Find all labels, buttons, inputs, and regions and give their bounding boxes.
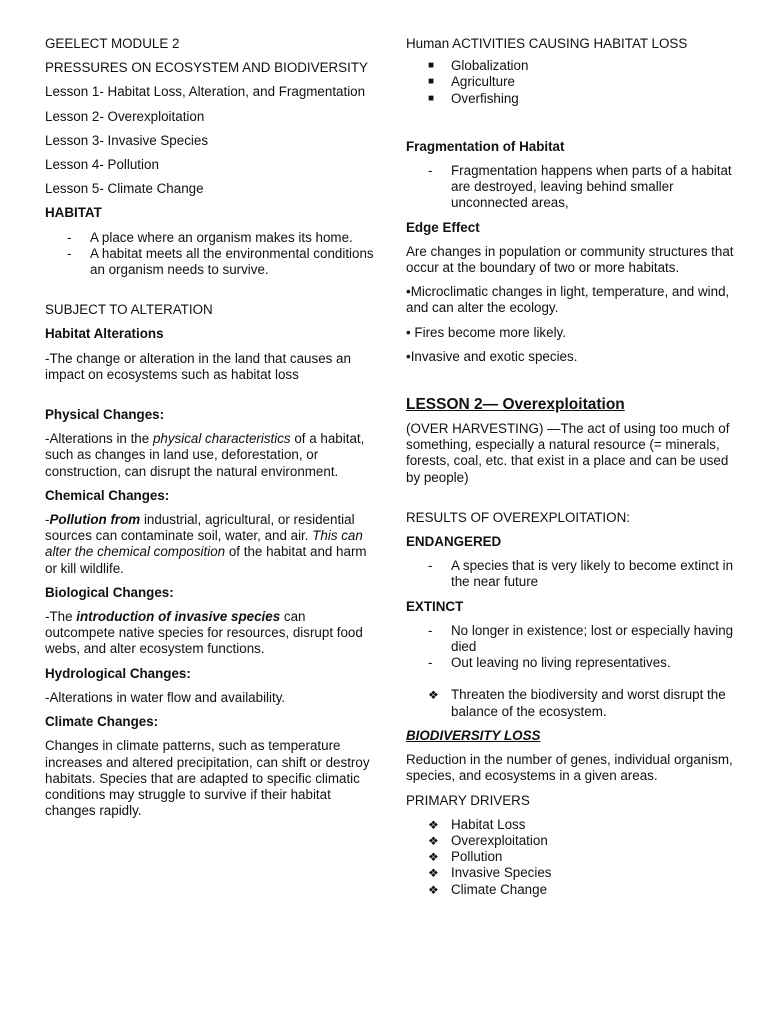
list-item: - No longer in existence; lost or especially having died [406,623,736,655]
diamond-bullet-icon: ❖ [428,850,439,865]
list-item-label: Agriculture [451,74,516,90]
list-item-label: Overexploitation [451,832,548,848]
lesson-2-heading: LESSON 2— Overexploitation [406,396,625,414]
text-run: can outcompete native species for resources, disrupt food webs, and alter ecosystem functions. [45,609,363,657]
habitat-alterations-heading: Habitat Alterations [45,326,164,342]
list-item: - A place where an organism makes its home. [45,230,375,246]
biological-changes-heading: Biological Changes: [45,584,174,600]
list-item: - Fragmentation happens when parts of a habitat are destroyed, leaving behind smaller unconnected areas, [406,163,736,212]
diamond-bullet-icon: ❖ [428,688,439,703]
list-item-label: Overfishing [451,90,519,106]
square-bullet-icon: ■ [428,76,435,88]
edge-point: • Fires become more likely. [406,324,566,340]
text-run: of a habitat, such as changes in land use, deforestation, or construction, can disrupt the natural environment. [45,431,365,479]
square-bullet-icon: ■ [428,60,435,72]
results-heading: RESULTS OF OVEREXPLOITATION: [406,509,630,525]
list-item-label: Globalization [451,58,529,74]
overharvesting-text: (OVER HARVESTING) —The act of using too much of something, especially a natural resource (= minerals, forests, coal, etc. that exist in a place and can be used by people) [406,421,730,485]
chemical-changes-text [45,512,375,577]
edge-effect-heading: Edge Effect [406,219,480,235]
primary-drivers-list [406,817,736,898]
text-run: industrial, agricultural, or residential sources can contaminate soil, water, and air. [45,512,355,544]
lesson-4: Lesson 4- Pollution [45,157,159,173]
right-column [406,36,736,898]
lesson-1: Lesson 1- Habitat Loss, Alteration, and Fragmentation [45,84,366,100]
module-title: GEELECT MODULE 2 [45,36,180,51]
human-activities-heading: Human ACTIVITIES CAUSING HABITAT LOSS [406,36,688,51]
list-item: - A habitat meets all the environmental conditions an organism needs to survive. [45,246,375,278]
diamond-bullet-icon: ❖ [428,833,439,848]
list-item-label: Invasive Species [451,865,552,881]
habitat-list [45,230,375,279]
text-run: -The [45,609,77,625]
chemical-changes-heading: Chemical Changes: [45,487,170,503]
biological-changes-text [45,609,375,658]
lesson-3: Lesson 3- Invasive Species [45,132,209,148]
list-item: - A species that is very likely to become extinct in the near future [406,558,736,590]
habitat-alterations-text: -The change or alteration in the land that causes an impact on ecosystems such as habitat loss [45,350,351,382]
edge-point: •Invasive and exotic species. [406,348,578,364]
list-item-label: Pollution [451,849,503,865]
physical-changes-text [45,431,375,480]
list-item [406,91,736,107]
left-column [45,36,375,827]
list-item-label: Climate Change [451,881,548,897]
diamond-bullet-icon: ❖ [428,866,439,881]
endangered-heading: ENDANGERED [406,534,502,550]
fragmentation-heading: Fragmentation of Habitat [406,138,565,154]
hydrological-changes-heading: Hydrological Changes: [45,665,191,681]
diamond-bullet-icon: ❖ [428,817,439,832]
text-strong-emphasis: introduction of invasive species [76,609,281,625]
hydrological-changes-text: -Alterations in water flow and availability. [45,689,286,705]
extinct-heading: EXTINCT [406,598,464,614]
list-item: - Out leaving no living representatives. [406,655,736,671]
extinct-list [406,623,736,672]
human-activities-list [406,58,736,107]
primary-drivers-heading: PRIMARY DRIVERS [406,792,530,808]
threaten-list [406,687,736,719]
climate-changes-heading: Climate Changes: [45,714,159,730]
list-item [406,882,736,898]
list-item [406,74,736,90]
diamond-bullet-icon: ❖ [428,882,439,897]
subject-to-alteration: SUBJECT TO ALTERATION [45,302,213,318]
physical-changes-heading: Physical Changes: [45,407,165,423]
list-item [406,833,736,849]
biodiversity-loss-text: Reduction in the number of genes, individual organism, species, and ecosystems in a given areas. [406,752,733,784]
fragmentation-list [406,163,736,212]
subject-title: PRESSURES ON ECOSYSTEM AND BIODIVERSITY [45,60,368,76]
text-emphasis: physical characteristics [152,431,291,447]
list-item-label: Threaten the biodiversity and worst disrupt the balance of the ecosystem. [451,687,726,719]
list-item [406,58,736,74]
text-emphasis: This can alter the chemical composition [45,528,363,560]
text-run: of the habitat and harm or kill wildlife. [45,544,367,576]
text-run: -Alterations in the [45,431,153,447]
lesson-2: Lesson 2- Overexploitation [45,108,205,124]
list-item [406,849,736,865]
list-item [406,865,736,881]
edge-point: •Microclimatic changes in light, temperature, and wind, and can alter the ecology. [406,284,730,316]
list-item [406,817,736,833]
list-item-label: Habitat Loss [451,816,526,832]
list-item [406,687,736,719]
endangered-list [406,558,736,590]
edge-effect-text: Are changes in population or community structures that occur at the boundary of two or more habitats. [406,243,734,276]
text-strong-emphasis: Pollution from [49,512,141,528]
square-bullet-icon: ■ [428,92,435,104]
lesson-5: Lesson 5- Climate Change [45,181,204,197]
biodiversity-loss-heading: BIODIVERSITY LOSS [406,727,541,743]
habitat-heading: HABITAT [45,205,102,221]
text-run: - [45,512,50,528]
climate-changes-text: Changes in climate patterns, such as temperature increases and altered precipitation, can shift or destroy habitats. Species that are adapted to specific climatic conditions may struggle to survive if their habitat changes rapidly. [45,738,370,819]
